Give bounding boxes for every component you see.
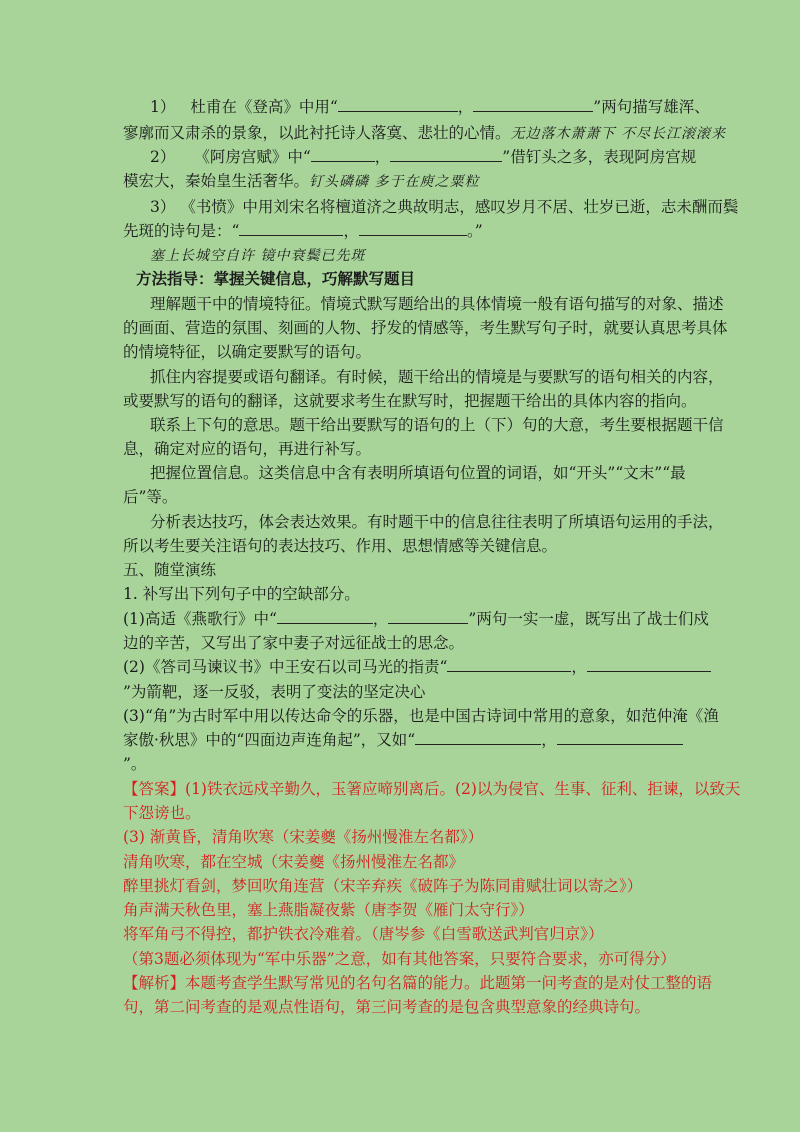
analysis-tag: 【解析】	[123, 974, 186, 992]
question-text: 《阿房宫赋》中“	[194, 148, 311, 166]
question-text: 《书愤》中用刘宋名将檀道济之典故明志，感叹岁月不居、壮岁已逝，志未酬而鬓	[180, 198, 739, 216]
question-number: 3）	[150, 198, 176, 216]
exercise-3-line-3: ”。	[123, 755, 147, 773]
method-p3-line-2: 息，确定对应的语句，再进行补写。	[123, 440, 372, 458]
exercise-3-line-1: (3)“角”为古时军中用以传达命令的乐器，也是中国古诗词中常用的意象，如范仲淹《渔	[123, 707, 719, 725]
fill-blank	[239, 221, 343, 236]
exercise-text: (2)《答司马谏议书》中王安石以司马光的指责“	[123, 658, 448, 676]
exercise-3-line-2	[123, 729, 683, 751]
comma: ，	[343, 222, 359, 240]
method-p4-line-2: 后”等。	[123, 488, 178, 506]
analysis-text: 本题考查学生默写常见的名句名篇的能力。此题第一问考查的是对仗工整的语	[185, 974, 713, 992]
fill-blank	[311, 147, 375, 162]
answer-line-1	[123, 778, 740, 800]
answer-line-2: 下怨谤也。	[123, 804, 201, 822]
question-3-line-2	[123, 220, 483, 242]
answer-text: (1)铁衣远戍辛勤久，玉箸应啼别离后。(2)以为侵官、生事、征利、拒谏，以致天	[185, 780, 741, 798]
exercise-text: 家傲·秋思》中的“四面边声连角起”，又如“	[123, 731, 416, 749]
comma: ，	[457, 98, 474, 116]
comma: ，	[541, 731, 557, 749]
method-p1-line-3: 的情境特征，以确定要默写的语句。	[123, 343, 372, 361]
question-1-line-2	[123, 122, 726, 145]
fill-blank	[277, 609, 373, 624]
question-3-line-1	[150, 196, 738, 218]
fill-blank	[415, 730, 541, 745]
method-p2-line-1: 抓住内容提要或语句翻译。有时候，题干给出的情境是与要默写的语句相关的内容，	[150, 368, 724, 386]
fill-blank	[390, 147, 502, 162]
question-text: ”借钉头之多，表现阿房宫规	[502, 148, 697, 166]
answer-line-5: 醉里挑灯看剑，梦回吹角连营（宋辛弃疾《破阵子为陈同甫赋壮词以寄之》）	[123, 877, 643, 895]
exercise-1-line-2: 边的辛苦，又写出了家中妻子对远征战士的思念。	[123, 634, 465, 652]
handwritten-answer: 钉头磷磷 多于在庾之粟粒	[309, 174, 480, 190]
question-number: 1）	[150, 98, 176, 116]
fill-blank	[388, 609, 468, 624]
exercise-2-line-2: ”为箭靶，逐一反驳，表明了变法的坚定决心	[123, 683, 426, 701]
fill-blank	[359, 221, 467, 236]
answer-line-7: 将军角弓不得控，都护铁衣冷难着。（唐岑参《白雪歌送武判官归京》）	[123, 925, 604, 943]
fill-blank	[587, 657, 711, 672]
section-heading: 五、随堂演练	[123, 561, 217, 579]
exercise-2-line-1	[123, 656, 711, 678]
question-3-handwritten-answer: 塞上长城空自许 镜中衰鬓已先斑	[150, 248, 366, 264]
method-p1-line-1: 理解题干中的情境特征。情境式默写题给出的具体情境一般有语句描写的对象、描述	[150, 295, 724, 313]
analysis-line-1	[123, 972, 712, 994]
method-p4-line-1: 把握位置信息。这类信息中含有表明所填语句位置的词语，如“开头”“文末”“最	[150, 464, 686, 482]
method-p5-line-1: 分析表达技巧，体会表达效果。有时题干中的信息往往表明了所填语句运用的手法，	[150, 513, 724, 531]
exercise-1-line-1	[123, 608, 709, 630]
exercise-text: ”两句一实一虚，既写出了战士们戍	[468, 610, 709, 628]
answer-line-4: 清角吹寒，都在空城（宋姜夔《扬州慢淮左名都》	[123, 853, 465, 871]
exercise-text: (1)高适《燕歌行》中“	[123, 610, 277, 628]
method-title: 方法指导：掌握关键信息，巧解默写题目	[136, 270, 416, 288]
handwritten-answer: 无边落木萧萧下 不尽长江滚滚来	[510, 126, 726, 142]
method-p2-line-2: 或要默写的语句的翻译，这就要求考生在默写时，把握题干给出的具体内容的指向。	[123, 392, 697, 410]
fill-blank	[338, 97, 458, 112]
fill-blank	[447, 657, 571, 672]
question-number: 2）	[150, 148, 176, 166]
question-text: 模宏大，秦始皇生活奢华。	[123, 172, 310, 190]
fill-blank	[473, 97, 593, 112]
comma: ，	[571, 658, 587, 676]
method-p3-line-1: 联系上下句的意思。题干给出要默写的语句的上（下）句的大意，考生要根据题干信	[150, 416, 724, 434]
question-2-line-2	[123, 170, 479, 193]
comma: ，	[372, 610, 389, 628]
question-text: ”两句描写雄浑、	[593, 98, 710, 116]
question-text: 杜甫在《登高》中用“	[190, 98, 338, 116]
answer-line-3: (3) 渐黄昏，清角吹寒（宋姜夔《扬州慢淮左名都》）	[123, 828, 484, 846]
question-text: 。”	[466, 222, 483, 240]
comma: ，	[374, 148, 391, 166]
answer-line-6: 角声满天秋色里，塞上燕脂凝夜紫（唐李贺《雁门太守行》）	[123, 901, 534, 919]
question-text: 先斑的诗句是：“	[123, 222, 240, 240]
question-1-line-1	[150, 96, 710, 118]
analysis-line-2: 句，第二问考查的是观点性语句，第三问考查的是包含典型意象的经典诗句。	[123, 998, 651, 1016]
fill-blank	[557, 730, 683, 745]
answer-tag: 【答案】	[123, 780, 186, 798]
method-p1-line-2: 的画面、营造的氛围、刻画的人物、抒发的情感等，考生默写句子时，就要认真思考具体	[123, 319, 728, 337]
exercise-intro: 1. 补写出下列句子中的空缺部分。	[123, 585, 360, 603]
answer-line-8: （第3题必须体现为“军中乐器”之意，如有其他答案，只要符合要求，亦可得分）	[123, 950, 676, 968]
question-text: 寥廓而又肃杀的景象，以此衬托诗人落寞、悲壮的心情。	[123, 124, 511, 142]
method-p5-line-2: 所以考生要关注语句的表达技巧、作用、思想情感等关键信息。	[123, 537, 558, 555]
question-2-line-1	[150, 146, 696, 168]
